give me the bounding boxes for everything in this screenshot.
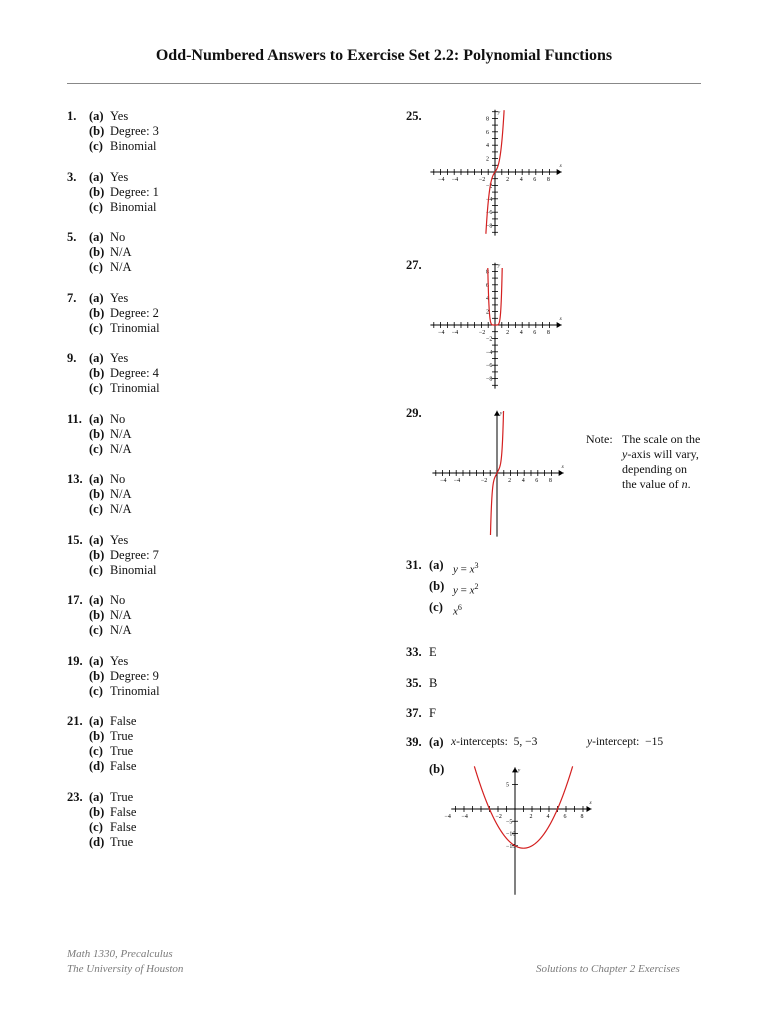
problem-number [67,623,89,638]
part-answer: N/A [110,245,132,259]
y-tick-label: −6 [486,210,493,217]
answer-row [67,260,367,275]
x-tick-label: 6 [563,814,567,820]
part-answer: True [110,834,134,849]
part-answer: Degree: 3 [110,124,159,138]
problem-number [67,321,89,336]
problem-number [67,245,89,260]
part-label: (c) [89,744,103,758]
problem-number: 3. [67,169,77,184]
part-answer: No [110,472,126,486]
x-tick-label: 6 [533,330,537,336]
problem-number [67,442,89,457]
graph-39b [444,762,596,896]
title-divider [67,83,701,84]
y-axis-label: y [500,411,503,417]
x-tick-label: 8 [548,478,552,484]
part-answer: False [110,714,137,728]
part-label: (b) [89,184,105,199]
x-axis-label: x [589,801,592,806]
note-line-1: The scale on the [622,432,701,446]
problem-number: 9. [67,351,77,365]
part-label: (a) [89,714,104,728]
part-label: (b) [89,804,105,819]
part-answer: False [110,819,137,834]
problem-number [67,366,89,381]
part-answer: N/A [110,502,132,516]
answer-row [67,593,367,608]
part-label: (a) [89,230,104,244]
problem-27-number: 27. [406,258,422,272]
problem-block [67,412,367,457]
part-answer: Yes [110,290,129,305]
part-answer: Degree: 9 [110,668,159,683]
problem-number [67,563,89,578]
part-label: (a) [89,351,104,365]
answer-row [67,487,367,502]
x-tick-label: −4 [461,814,468,820]
x-axis-label: x [559,164,562,169]
part-answer: Yes [110,532,129,547]
y-tick-label: −15 [506,843,516,850]
problem-29-number: 29. [406,406,422,420]
y-tick-label: −6 [486,363,493,370]
answer-row [67,427,367,442]
part-answer: False [110,759,137,773]
page-title: Odd-Numbered Answers to Exercise Set 2.2: Polynomial Functions [155,47,613,64]
part-label: (a) [89,653,104,668]
answer-row [67,502,367,517]
problem-block [67,593,367,638]
x-axis-arrow [587,806,592,812]
part-answer: Trinomial [110,683,160,698]
part-label: (c) [89,819,103,834]
x-tick-label: 2 [506,330,510,336]
problem-number [67,381,89,396]
problem-block [67,351,367,396]
y-axis-label: y [498,263,501,269]
part-label: (d) [89,759,105,773]
part-label: (c) [89,381,103,395]
problem-number [67,260,89,275]
problem-number [67,759,89,774]
answer-row [67,548,367,563]
part-label: (c) [89,623,103,637]
problem-block [67,109,367,154]
problem-block [67,533,367,578]
part-label: (b) [89,245,105,259]
note-line-2: y-axis will vary, [622,447,699,461]
y-tick-label: −10 [506,831,516,838]
part-label: (a) [89,789,104,804]
y-tick-label: −4 [486,196,493,203]
note-label: Note: [586,432,613,446]
part-answer: No [110,230,126,244]
part-answer: True [110,729,134,743]
part-answer: Yes [110,169,129,184]
answer-row [67,623,367,638]
problem-31-number: 31. [406,558,422,572]
x-tick-label: 2 [529,814,533,820]
problem-25-number: 25. [406,109,422,123]
part-label: (b) [89,305,105,320]
problem-39b-label: (b) [429,762,445,776]
problem-number [67,427,89,442]
x-axis-label: x [559,317,562,322]
y-tick-label: −2 [486,336,493,343]
part-label: (b) [89,608,105,622]
part-label: (a) [89,411,104,426]
answer-row [67,563,367,578]
answer-row [67,351,367,366]
problem-37-number: 37. [406,706,422,720]
answer-row [67,790,367,805]
problem-39a-x-intercepts: x-intercepts: 5, −3 [451,736,538,748]
x-tick-label: 4 [519,330,523,336]
problem-number [67,306,89,321]
part-label: (a) [89,109,104,123]
problem-number: 5. [67,230,77,244]
problem-number [67,820,89,835]
part-answer: No [110,411,126,426]
y-tick-label: 8 [486,116,489,123]
part-answer: Yes [110,351,129,365]
x-tick-label: −4 [451,330,459,336]
problem-39a-y-intercept: y-intercept: −15 [587,736,664,748]
answer-row [67,744,367,759]
x-tick-label: 8 [546,330,550,336]
problem-number [67,548,89,563]
part-label: (b) [89,487,105,501]
x-tick-label: −4 [451,177,459,183]
part-label: (c) [89,683,103,698]
part-answer: Trinomial [110,320,160,335]
problem-31a-answer: $y = x^3$ [453,561,479,576]
problem-33-answer: E [429,645,437,659]
part-answer: Yes [110,653,129,668]
part-answer: N/A [110,441,132,456]
y-tick-label: 8 [486,269,489,276]
part-answer: True [110,744,134,758]
x-tick-label: 8 [546,177,550,183]
answer-row [67,381,367,396]
problem-number [67,669,89,684]
problem-block [67,170,367,215]
problem-block [67,654,367,699]
answer-row [67,185,367,200]
x-tick-label: −4 [438,330,445,336]
answer-row [67,200,367,215]
part-label: (b) [89,426,105,441]
problem-31a-label: (a) [429,558,444,572]
y-tick-label: 2 [486,156,489,163]
part-label: (a) [89,472,104,486]
part-label: (c) [89,320,103,335]
answer-row [67,306,367,321]
part-label: (b) [89,366,105,380]
problem-block [67,472,367,517]
problem-39-number: 39. [406,735,422,749]
graph-25 [428,104,572,240]
problem-number [67,608,89,623]
x-tick-label: −4 [438,177,445,183]
footer-course: Math 1330, Precalculus The University of Houston [67,948,184,975]
part-answer: Degree: 1 [110,184,159,199]
problem-number: 13. [67,472,83,486]
x-axis-arrow [557,169,562,175]
problem-number [67,185,89,200]
part-label: (b) [89,547,105,562]
part-label: (b) [89,729,105,743]
part-answer: N/A [110,260,132,274]
part-label: (a) [89,290,104,305]
part-answer: Degree: 4 [110,366,159,380]
problem-block [67,790,367,850]
left-answer-column [67,109,367,865]
problem-31c-answer: $x^6$ [453,603,462,618]
note-line-3: depending on [622,462,687,476]
part-label: (a) [89,593,104,607]
x-tick-label: 4 [521,478,525,484]
problem-number: 1. [67,109,77,123]
part-label: (c) [89,562,103,577]
answer-row [67,291,367,306]
part-label: (b) [89,124,105,138]
part-answer: False [110,804,137,819]
graph-29-note [586,432,700,492]
part-answer: Yes [110,109,129,123]
part-label: (c) [89,441,103,456]
x-tick-label: 2 [506,177,510,183]
answer-row [67,533,367,548]
answer-row [67,442,367,457]
y-tick-label: 4 [486,143,489,150]
y-tick-label: 4 [486,296,489,303]
problem-number [67,684,89,699]
x-tick-label: 4 [546,814,550,820]
part-label: (c) [89,199,103,214]
problem-block [67,291,367,336]
problem-number [67,744,89,759]
problem-35-answer: B [429,676,438,690]
problem-number [67,502,89,517]
x-tick-label: 4 [519,177,523,183]
part-answer: Binomial [110,562,157,577]
problem-number [67,200,89,215]
part-answer: Binomial [110,199,157,214]
answer-row [67,245,367,260]
x-axis-label: x [561,465,564,470]
problem-number: 21. [67,714,83,728]
answer-row [67,684,367,699]
problem-31b-answer: $y = x^2$ [453,582,479,597]
part-label: (c) [89,502,103,516]
part-label: (c) [89,139,103,153]
answer-row [67,835,367,850]
note-line-4: the value of n. [622,477,691,491]
problem-block [67,230,367,275]
part-label: (a) [89,169,104,184]
problem-number [67,124,89,139]
problem-number: 15. [67,532,83,547]
footer-chapter: Solutions to Chapter 2 Exercises [536,963,680,975]
y-tick-label: 5 [506,782,509,789]
answer-row [67,820,367,835]
answer-row [67,654,367,669]
answer-row [67,109,367,124]
problem-31c-label: (c) [429,600,443,614]
answer-row [67,170,367,185]
problem-number [67,487,89,502]
answer-row [67,729,367,744]
x-tick-label: −2 [495,814,502,820]
answer-row [67,472,367,487]
x-tick-label: −4 [444,814,451,820]
part-answer: True [110,789,134,804]
y-axis-label: y [498,110,501,116]
answer-row [67,366,367,381]
problem-block [67,714,367,774]
y-tick-label: −4 [486,349,493,356]
x-axis-arrow [559,470,564,476]
problem-35-number: 35. [406,676,422,690]
problem-31b-label: (b) [429,579,445,593]
answer-row [67,139,367,154]
y-tick-label: −2 [486,183,493,190]
part-label: (b) [89,668,105,683]
problem-number: 7. [67,290,77,305]
problem-number [67,835,89,850]
graph-27 [428,258,572,394]
problem-number [67,729,89,744]
graph-29 [428,408,572,538]
y-tick-label: −5 [506,819,513,826]
part-answer: Binomial [110,139,157,153]
y-axis-label: y [518,768,521,774]
x-tick-label: −4 [453,478,461,484]
y-tick-label: 2 [486,309,489,316]
x-tick-label: −2 [478,177,486,183]
y-tick-label: −8 [486,376,493,383]
answer-row [67,669,367,684]
part-answer: N/A [110,487,132,501]
x-tick-label: −4 [440,478,447,484]
x-tick-label: 8 [580,814,584,820]
part-answer: No [110,593,126,607]
x-tick-label: −2 [480,478,488,484]
part-label: (a) [89,532,104,547]
x-tick-label: −2 [478,330,486,336]
problem-number: 23. [67,789,83,804]
answer-row [67,230,367,245]
problem-number: 11. [67,411,82,426]
answer-row [67,124,367,139]
x-tick-label: 6 [533,177,537,183]
answer-row [67,805,367,820]
answer-row [67,759,367,774]
problem-33-number: 33. [406,645,422,659]
part-answer: N/A [110,623,132,637]
problem-number: 19. [67,653,83,668]
problem-39a-label: (a) [429,735,444,749]
answer-row [67,608,367,623]
part-label: (d) [89,834,105,849]
part-answer: Degree: 7 [110,547,159,562]
y-tick-label: 6 [486,282,489,289]
y-tick-label: −8 [486,223,493,230]
problem-37-answer: F [429,706,436,720]
x-tick-label: 2 [508,478,512,484]
part-label: (c) [89,260,103,274]
answer-row [67,412,367,427]
x-axis-arrow [557,322,562,328]
problem-number [67,805,89,820]
x-tick-label: 6 [535,478,539,484]
answer-row [67,714,367,729]
part-answer: Trinomial [110,381,160,395]
answer-row [67,321,367,336]
y-tick-label: 6 [486,129,489,136]
problem-number: 17. [67,593,83,607]
part-answer: N/A [110,608,132,622]
part-answer: Degree: 2 [110,305,159,320]
problem-number [67,139,89,154]
part-answer: N/A [110,426,132,441]
